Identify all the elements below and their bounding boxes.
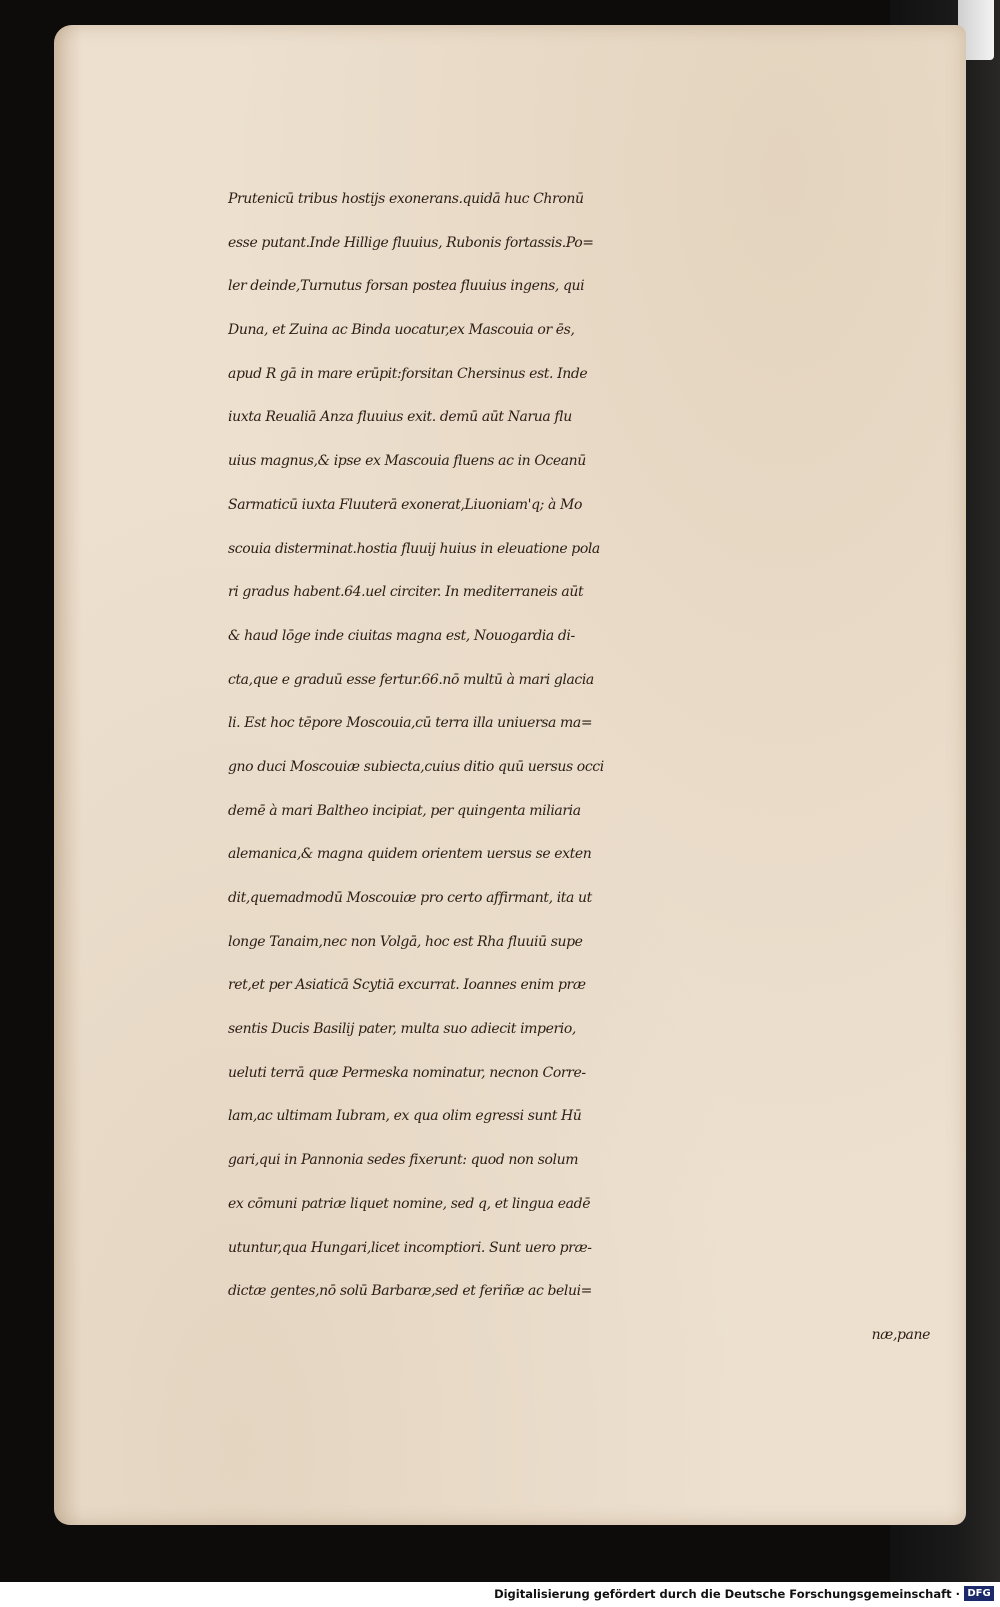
text-line: Duna, et Zuina ac Binda uocatur,ex Mascouia or ēs, (228, 322, 575, 339)
text-line: apud R gā in mare erūpit:forsitan Chersinus est. Inde (228, 365, 588, 382)
text-line: gari,qui in Pannonia sedes fixerunt: quod non solum (228, 1152, 579, 1169)
text-line: li. Est hoc tēpore Moscouia,cū terra illa uniuersa ma= (228, 715, 593, 732)
footer-credit: Digitalisierung gefördert durch die Deutsche Forschungsgemeinschaft · (494, 1587, 960, 1601)
text-line: scouia disterminat.hostia fluuij huius in eleuatione pola (228, 540, 600, 557)
text-block (228, 178, 934, 1358)
text-line: cta,que e graduū esse fertur.66.nō multū à mari glacia (228, 671, 594, 688)
text-line: utuntur,qua Hungari,licet incomptiori. Sunt uero præ- (228, 1239, 592, 1256)
catchword: næ,pane (871, 1326, 930, 1343)
text-line: ex cōmuni patriæ liquet nomine, sed q, et lingua eadē (228, 1195, 591, 1212)
text-line: demē à mari Baltheo incipiat, per quingenta miliaria (228, 802, 581, 819)
text-line: ler deinde,Turnutus forsan postea fluuius ingens, qui (228, 278, 585, 295)
text-line: esse putant.Inde Hillige fluuius, Rubonis fortassis.Po= (228, 234, 594, 251)
text-line: ueluti terrā quæ Permeska nominatur, necnon Corre- (228, 1064, 586, 1081)
text-line: sentis Ducis Basilij pater, multa suo adiecit imperio, (228, 1021, 576, 1038)
text-line: lam,ac ultimam Iubram, ex qua olim egressi sunt Hū (228, 1108, 582, 1125)
text-line: Prutenicū tribus hostijs exonerans.quidā huc Chronū (228, 191, 584, 207)
text-line: Sarmaticū iuxta Fluuterā exonerat,Liuoniam'q; à Mo (228, 496, 583, 513)
text-line: alemanica,& magna quidem orientem uersus se exten (228, 846, 592, 863)
text-line: longe Tanaim,nec non Volgā, hoc est Rha fluuiū supe (228, 933, 583, 950)
text-line: uius magnus,& ipse ex Mascouia fluens ac in Oceanū (228, 453, 586, 470)
text-line: dictæ gentes,nō solū Barbaræ,sed et feriñæ ac belui= (228, 1283, 593, 1300)
text-line: iuxta Reualiā Anza fluuius exit. demū aūt Narua flu (228, 409, 572, 426)
text-line: ri gradus habent.64.uel circiter. In mediterraneis aūt (228, 584, 584, 601)
text-line: & haud lōge inde ciuitas magna est, Nouogardia di- (228, 627, 575, 644)
text-line: ret,et per Asiaticā Scytiā excurrat. Ioannes enim præ (228, 977, 586, 994)
text-line: gno duci Moscouiæ subiecta,cuius ditio quū uersus occi (228, 758, 604, 775)
dfg-logo: DFG (964, 1586, 994, 1601)
text-line: dit,quemadmodū Moscouiæ pro certo affirmant, ita ut (228, 890, 592, 906)
page-gutter-shadow (54, 25, 82, 1525)
